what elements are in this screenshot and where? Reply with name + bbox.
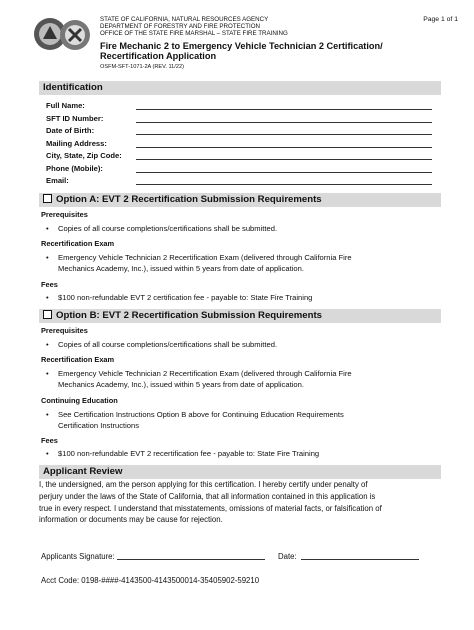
- option-a-prereq-item: [46, 223, 436, 234]
- certification-statement: [39, 479, 441, 526]
- option-b-exam-label: Recertification Exam: [41, 355, 115, 364]
- option-b-prereq-label: Prerequisites: [41, 326, 88, 335]
- field-label: City, State, Zip Code:: [46, 151, 122, 160]
- option-b-ce-item: [46, 409, 436, 431]
- account-code: Acct Code: 0198-####-4143500-4143500014-35405902-59210: [41, 576, 260, 585]
- option-a-checkbox[interactable]: [43, 194, 52, 203]
- agency-line: DEPARTMENT OF FORESTRY AND FIRE PROTECTION: [100, 23, 260, 31]
- option-b-checkbox[interactable]: [43, 310, 52, 319]
- field-line[interactable]: [136, 122, 432, 123]
- bullet-icon: •: [46, 449, 49, 458]
- option-b-fees-label: Fees: [41, 436, 58, 445]
- option-a-fees-item: [46, 292, 436, 303]
- statement-line: perjury under the laws of the State of California, that all information contained in this application is: [39, 491, 376, 501]
- field-mailing-address[interactable]: [46, 138, 122, 151]
- field-line[interactable]: [136, 172, 432, 173]
- option-b-heading: [39, 309, 441, 323]
- agency-block: [100, 16, 288, 38]
- bullet-text: Certification Instructions: [58, 421, 140, 430]
- option-b-heading-text: Option B: EVT 2 Recertification Submission Requirements: [56, 310, 323, 321]
- option-a-prereq-label: Prerequisites: [41, 210, 88, 219]
- form-title: [100, 41, 420, 62]
- field-city-state-zip[interactable]: [46, 150, 122, 163]
- date-label: Date:: [278, 552, 297, 561]
- field-label: Phone (Mobile):: [46, 163, 103, 173]
- signature-line[interactable]: [117, 559, 265, 560]
- option-a-exam-item: [46, 252, 436, 274]
- date-line[interactable]: [301, 559, 419, 560]
- bullet-text: Emergency Vehicle Technician 2 Recertification Exam (delivered through California Fire: [58, 253, 352, 262]
- applicant-review-heading: Applicant Review: [39, 465, 441, 479]
- agency-line: OFFICE OF THE STATE FIRE MARSHAL – STATE FIRE TRAINING: [100, 30, 288, 38]
- field-label: Full Name:: [46, 101, 85, 110]
- field-line[interactable]: [136, 134, 432, 135]
- bullet-text: Mechanics Academy, Inc.), issued within 5 years from date of application.: [58, 380, 304, 389]
- identification-fields: [46, 100, 122, 188]
- option-b-ce-label: Continuing Education: [41, 396, 118, 405]
- field-full-name[interactable]: [46, 100, 122, 113]
- field-line[interactable]: [136, 147, 432, 148]
- bullet-text: Mechanics Academy, Inc.), issued within 5 years from date of application.: [58, 264, 304, 273]
- field-date-of-birth[interactable]: [46, 125, 122, 138]
- field-label: SFT ID Number:: [46, 113, 104, 123]
- option-a-heading-text: Option A: EVT 2 Recertification Submission Requirements: [56, 194, 322, 205]
- form-title-line: Recertification Application: [100, 51, 217, 62]
- field-label: Date of Birth:: [46, 126, 95, 135]
- option-a-heading: [39, 193, 441, 207]
- bullet-text: $100 non-refundable EVT 2 recertification fee - payable to: State Fire Training: [58, 449, 320, 458]
- form-number: OSFM-SFT-1071-2A (REV. 11/22): [100, 64, 184, 70]
- signature-label: Applicants Signature:: [41, 552, 115, 561]
- field-line[interactable]: [136, 159, 432, 160]
- option-b-exam-item: [46, 368, 436, 390]
- agency-line: STATE OF CALIFORNIA, NATURAL RESOURCES AGENCY: [100, 16, 269, 23]
- bullet-text: $100 non-refundable EVT 2 certification fee - payable to: State Fire Training: [58, 293, 313, 302]
- field-email[interactable]: [46, 175, 122, 188]
- state-fire-marshal-logo: [33, 14, 93, 54]
- bullet-icon: •: [46, 410, 49, 419]
- option-a-exam-label: Recertification Exam: [41, 239, 115, 248]
- date-field[interactable]: [278, 552, 419, 561]
- bullet-icon: •: [46, 293, 49, 302]
- statement-line: information or documents may be cause for rejection.: [39, 515, 223, 525]
- page-number: Page 1 of 1: [423, 16, 458, 23]
- option-a-fees-label: Fees: [41, 280, 58, 289]
- bullet-text: Copies of all course completions/certifications shall be submitted.: [58, 224, 278, 233]
- bullet-icon: •: [46, 369, 49, 378]
- identification-heading: Identification: [39, 81, 441, 95]
- field-label: Mailing Address:: [46, 138, 107, 148]
- field-line[interactable]: [136, 109, 432, 110]
- bullet-icon: •: [46, 253, 49, 262]
- bullet-text: Copies of all course completions/certifications shall be submitted.: [58, 340, 278, 349]
- statement-line: I, the undersigned, am the person applying for this certification. I hereby certify under penalty of: [39, 480, 368, 489]
- field-line[interactable]: [136, 184, 432, 185]
- bullet-text: See Certification Instructions Option B above for Continuing Education Requirements: [58, 410, 344, 419]
- bullet-icon: •: [46, 224, 49, 233]
- option-b-prereq-item: [46, 339, 436, 350]
- bullet-text: Emergency Vehicle Technician 2 Recertification Exam (delivered through California Fire: [58, 369, 352, 378]
- signature-field[interactable]: [41, 552, 265, 561]
- statement-line: true in every respect. I understand that misstatements, omissions of material facts, or falsification of: [39, 503, 382, 513]
- field-sft-id[interactable]: [46, 113, 122, 126]
- field-label: Email:: [46, 176, 69, 185]
- option-b-fees-item: [46, 448, 436, 459]
- field-phone[interactable]: [46, 163, 122, 176]
- form-title-line: Fire Mechanic 2 to Emergency Vehicle Technician 2 Certification/: [100, 41, 383, 51]
- bullet-icon: •: [46, 340, 49, 349]
